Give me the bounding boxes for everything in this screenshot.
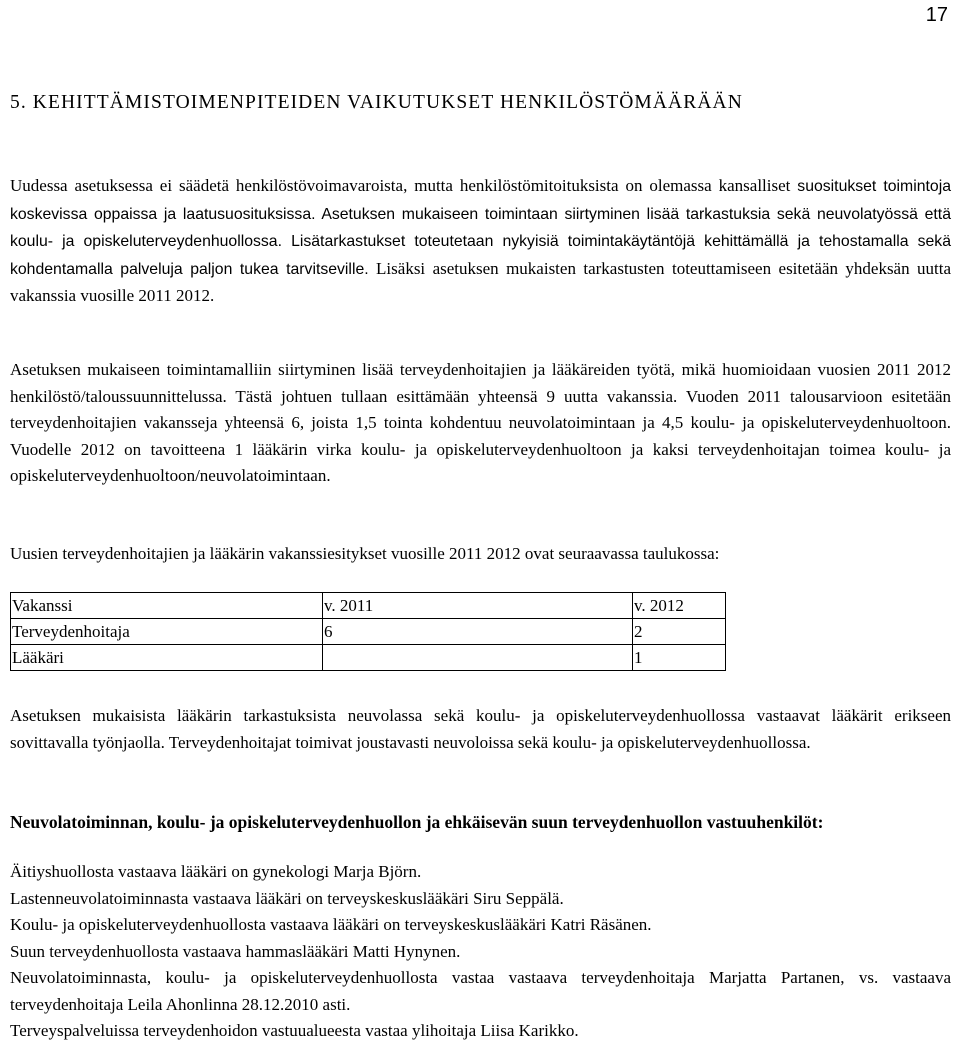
responsibilities-title: Neuvolatoiminnan, koulu- ja opiskeluterveydenhuollon ja ehkäisevän suun terveydenhuollon vastuuhenkilöt: — [10, 812, 824, 832]
table-cell: Lääkäri — [11, 645, 323, 671]
paragraph-text-sans: suositukset toimintoja koskevissa oppaissa ja laatusuosituksissa. Asetuksen mukaiseen toimintaan siirtyminen lisää tarkastuksia sekä neuvolatyössä että koulu- ja opiskeluterveydenhuollossa. Lisätarkastukset toteutetaan nykyisiä toimintakäytäntöjä kehittämällä ja tehostamalla sekä kohdentamalla palveluja paljon tukea tarvitseville. — [10, 178, 951, 278]
table-row — [11, 619, 726, 645]
table-header-cell: v. 2012 — [633, 593, 726, 619]
table-cell — [323, 645, 633, 671]
list-item: Äitiyshuollosta vastaava lääkäri on gynekologi Marja Björn. — [10, 862, 422, 881]
page-number: 17 — [925, 4, 948, 26]
paragraph-staffing-recommendations — [10, 173, 951, 310]
table-row — [11, 645, 726, 671]
responsibilities-list — [10, 859, 951, 1045]
paragraph-workload-impact: Asetuksen mukaiseen toimintamalliin siirtyminen lisää terveydenhoitajien ja lääkäreiden työtä, mikä huomioidaan vuosien 2011 2012 henkilöstö/taloussuunnittelussa. Tästä johtuen tullaan esittämään yhteensä 9 uutta vakanssia. Vuoden 2011 talousarvioon esitetään terveydenhoitajien vakansseja yhteensä 6, joista 1,5 tointa kohdentuu neuvolatoimintaan ja 4,5 koulu- ja opiskeluterveydenhuoltoon. Vuodelle 2012 on tavoitteena 1 lääkärin virka koulu- ja opiskeluterveydenhuoltoon ja kaksi terveydenhoitajan toimea koulu- ja opiskeluterveydenhuoltoon/neuvolatoimintaan. — [10, 360, 951, 485]
table-header-cell: Vakanssi — [11, 593, 323, 619]
list-item: Terveyspalveluissa terveydenhoidon vastuualueesta vastaa ylihoitaja Liisa Karikko. — [10, 1021, 579, 1040]
paragraph-text: Uudessa asetuksessa ei säädetä henkilöstövoimavaroista, mutta henkilöstömitoituksista on olemassa kansalliset — [10, 176, 798, 195]
vacancy-table — [10, 592, 726, 671]
section-heading: 5. KEHITTÄMISTOIMENPITEIDEN VAIKUTUKSET HENKILÖSTÖMÄÄRÄÄN — [10, 92, 743, 113]
list-item: Lastenneuvolatoiminnasta vastaava lääkäri on terveyskeskuslääkäri Siru Seppälä. — [10, 888, 564, 908]
paragraph-text: Lisäksi asetuksen mukaisten tarkastusten toteuttamiseen esitetään yhdeksän uutta vakanssia vuosille 2011 2012. — [10, 258, 952, 305]
table-cell: 6 — [323, 619, 633, 645]
table-cell: 2 — [633, 619, 726, 645]
list-item: Koulu- ja opiskeluterveydenhuollosta vastaava lääkäri on terveyskeskuslääkäri Katri Räsänen. — [10, 915, 652, 934]
paragraph-work-division: Asetuksen mukaisista lääkärin tarkastuksista neuvolassa sekä koulu- ja opiskeluterveydenhuollossa vastaavat lääkärit erikseen sovittavalla työnjaolla. Terveydenhoitajat toimivat joustavasti neuvoloissa sekä koulu- ja opiskeluterveydenhuollossa. — [10, 706, 951, 752]
list-item: Suun terveydenhuollosta vastaava hammaslääkäri Matti Hynynen. — [10, 941, 461, 961]
paragraph-table-intro: Uusien terveydenhoitajien ja lääkärin vakanssiesitykset vuosille 2011 2012 ovat seuraavassa taulukossa: — [10, 544, 720, 563]
table-header-row — [11, 593, 726, 619]
table-header-cell: v. 2011 — [323, 593, 633, 619]
table-cell: 1 — [633, 645, 726, 671]
table-cell: Terveydenhoitaja — [11, 619, 323, 645]
list-item: Neuvolatoiminnasta, koulu- ja opiskeluterveydenhuollosta vastaa vastaava terveydenhoitaja Marjatta Partanen, vs. vastaava terveydenhoitaja Leila Ahonlinna 28.12.2010 asti. — [10, 968, 951, 1014]
